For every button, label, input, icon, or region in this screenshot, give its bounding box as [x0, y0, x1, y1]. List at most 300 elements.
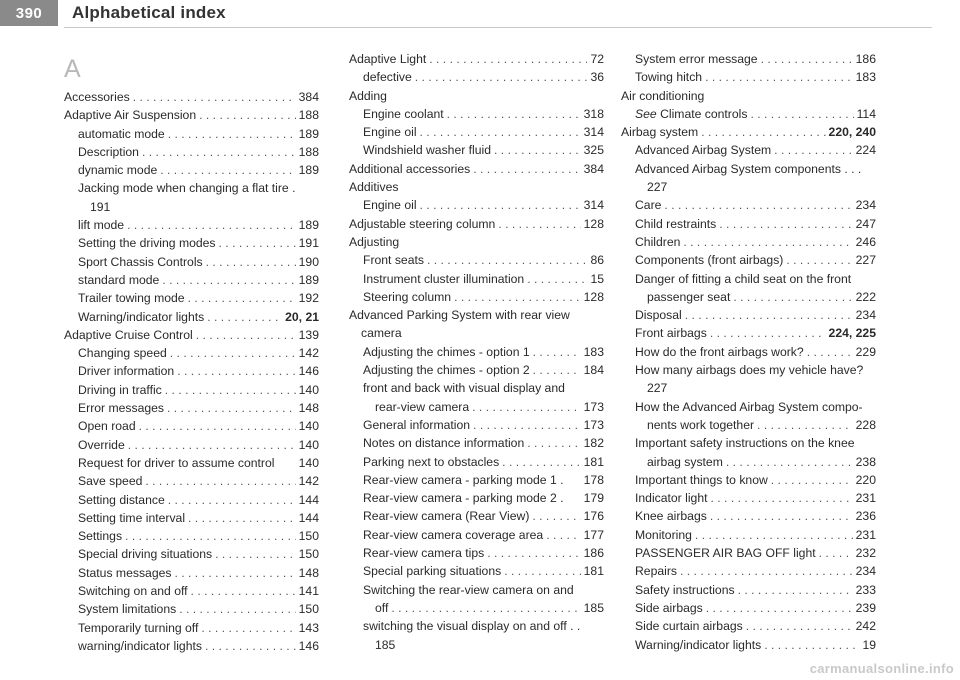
- index-entry: [621, 526, 876, 544]
- entry-term: Important things to know: [635, 472, 768, 487]
- entry-page: 228: [855, 417, 876, 432]
- index-entry: [64, 161, 319, 179]
- index-entry: [621, 398, 876, 416]
- entry-term: Important safety instructions on the knee: [635, 436, 855, 451]
- entry-term: Driving in traffic: [78, 382, 162, 397]
- leader-dots: [188, 509, 296, 527]
- entry-term: Side airbags: [635, 600, 703, 615]
- leader-dots: [472, 398, 581, 416]
- entry-term: Special parking situations: [363, 564, 502, 579]
- leader-dots: [145, 472, 295, 490]
- page-title: Alphabetical index: [72, 3, 226, 22]
- entry-term: Knee airbags: [635, 509, 707, 524]
- entry-term: Sport Chassis Controls: [78, 254, 203, 269]
- entry-term: Rear-view camera tips: [363, 546, 485, 561]
- entry-term: Engine oil: [363, 125, 417, 140]
- section-letter: A: [64, 55, 81, 83]
- index-entry: [64, 600, 319, 618]
- entry-term: Warning/indicator lights: [635, 637, 762, 652]
- index-entry: [621, 471, 876, 489]
- leader-dots: [179, 600, 295, 618]
- entry-term: PASSENGER AIR BAG OFF light: [635, 546, 816, 561]
- leader-dots: [125, 527, 296, 545]
- leader-dots: [498, 215, 580, 233]
- index-entry: [349, 617, 604, 654]
- leader-dots: [206, 253, 296, 271]
- leader-dots: [710, 507, 853, 525]
- entry-page: 234: [855, 564, 876, 579]
- entry-page: 176: [583, 509, 604, 524]
- leader-dots: [757, 416, 853, 434]
- index-entry: [621, 105, 876, 123]
- entry-term: Warning/indicator lights: [78, 309, 205, 324]
- entry-term: Open road: [78, 419, 136, 434]
- entry-term: Additives: [349, 180, 399, 195]
- leader-dots: [527, 270, 587, 288]
- entry-term: standard mode: [78, 272, 160, 287]
- index-entry: [64, 509, 319, 527]
- entry-page: 148: [298, 565, 319, 580]
- entry-page: 143: [298, 620, 319, 635]
- index-entry: [621, 581, 876, 599]
- entry-term: Engine coolant: [363, 106, 444, 121]
- leader-dots: [750, 105, 853, 123]
- page-header: [0, 0, 960, 30]
- entry-page: 150: [298, 529, 319, 544]
- index-entry: [621, 434, 876, 452]
- entry-page: 189: [298, 272, 319, 287]
- entry-term: Switching the rear-view camera on and: [363, 582, 574, 597]
- entry-term: passenger seat: [647, 289, 731, 304]
- index-entry: [621, 141, 876, 159]
- index-entry: [64, 545, 319, 563]
- leader-dots: [447, 105, 581, 123]
- index-entry: [64, 454, 319, 472]
- entry-term: Disposal: [635, 308, 682, 323]
- entry-term: Engine oil: [363, 198, 417, 213]
- index-entry: [64, 472, 319, 490]
- index-entry: [349, 270, 604, 288]
- leader-dots: [168, 125, 296, 143]
- entry-page: 242: [855, 619, 876, 634]
- entry-term: Advanced Airbag System components . . .: [635, 161, 862, 176]
- index-entry: [621, 562, 876, 580]
- leader-dots: [532, 507, 580, 525]
- leader-dots: [160, 161, 295, 179]
- entry-page: 247: [855, 216, 876, 231]
- index-entry: [349, 599, 604, 617]
- entry-term: rear-view camera: [375, 399, 470, 414]
- entry-term: Advanced Airbag System: [635, 143, 772, 158]
- entry-page: 19: [862, 637, 876, 652]
- entry-term: Additional accessories: [349, 161, 471, 176]
- entry-term: Adjustable steering column: [349, 216, 496, 231]
- entry-page: 179: [583, 491, 604, 506]
- index-entry: [621, 617, 876, 635]
- index-column-2: [349, 50, 604, 654]
- index-entry: [64, 564, 319, 582]
- index-entry: [64, 271, 319, 289]
- leader-dots: [167, 399, 296, 417]
- entry-page: 128: [583, 289, 604, 304]
- index-entry: [349, 471, 604, 489]
- leader-dots: [504, 562, 580, 580]
- entry-page: 173: [583, 399, 604, 414]
- entry-page: 191: [90, 199, 111, 214]
- entry-page: 141: [298, 584, 319, 599]
- index-entry: [349, 416, 604, 434]
- entry-page: 181: [583, 564, 604, 579]
- header-divider: [64, 27, 932, 28]
- entry-page: 184: [583, 363, 604, 378]
- entry-page: 189: [298, 163, 319, 178]
- index-entry: [349, 196, 604, 214]
- entry-page: 185: [375, 637, 396, 652]
- leader-dots: [771, 471, 853, 489]
- index-entry: [64, 637, 319, 655]
- entry-page: 178: [583, 472, 604, 487]
- index-entry: [349, 434, 604, 452]
- leader-dots: [807, 343, 853, 361]
- entry-term: Setting distance: [78, 492, 165, 507]
- leader-dots: [174, 564, 295, 582]
- index-entry: [349, 544, 604, 562]
- leader-dots: [128, 436, 296, 454]
- index-entry: [64, 399, 319, 417]
- entry-page: 224, 225: [828, 326, 876, 341]
- entry-page: 233: [855, 582, 876, 597]
- leader-dots: [680, 562, 853, 580]
- entry-term: Rear-view camera - parking mode 1 .: [363, 472, 564, 487]
- leader-dots: [191, 582, 296, 600]
- index-entry: [64, 88, 319, 106]
- entry-page: 182: [583, 436, 604, 451]
- entry-term: Monitoring: [635, 527, 692, 542]
- leader-dots: [177, 362, 295, 380]
- entry-term: Trailer towing mode: [78, 291, 185, 306]
- entry-page: 86: [590, 253, 604, 268]
- entry-page: 232: [855, 546, 876, 561]
- index-entry: [621, 636, 876, 654]
- entry-page: 231: [855, 491, 876, 506]
- entry-page: 229: [855, 344, 876, 359]
- index-entry: [64, 253, 319, 271]
- index-entry: [621, 324, 876, 342]
- entry-page: 140: [298, 419, 319, 434]
- entry-page: 188: [298, 108, 319, 123]
- index-entry: [349, 251, 604, 269]
- entry-term: Instrument cluster illumination: [363, 271, 525, 286]
- index-entry: [621, 87, 876, 105]
- index-entry: [621, 453, 876, 471]
- index-entry: [621, 288, 876, 306]
- entry-page: 142: [298, 346, 319, 361]
- index-entry: [64, 216, 319, 234]
- entry-page: 314: [583, 125, 604, 140]
- entry-term: How many airbags does my vehicle have?: [635, 363, 864, 378]
- entry-term: Adjusting the chimes - option 1: [363, 344, 530, 359]
- entry-page: 318: [583, 106, 604, 121]
- entry-page: 220, 240: [828, 125, 876, 140]
- entry-page: 139: [298, 327, 319, 342]
- index-entry: [621, 489, 876, 507]
- watermark-text: carmanualsonline.info: [809, 661, 954, 676]
- index-entry: [64, 106, 319, 124]
- entry-term: Save speed: [78, 474, 143, 489]
- entry-page: 185: [583, 600, 604, 615]
- entry-page: 227: [855, 253, 876, 268]
- leader-dots: [427, 251, 587, 269]
- entry-page: 150: [298, 602, 319, 617]
- index-entry: [621, 251, 876, 269]
- entry-page: 189: [298, 218, 319, 233]
- entry-term: airbag system: [647, 454, 723, 469]
- leader-dots: [546, 526, 580, 544]
- entry-page: 192: [298, 291, 319, 306]
- entry-page: 227: [647, 381, 668, 396]
- entries-list: [621, 50, 876, 654]
- entry-term: Override: [78, 437, 125, 452]
- entry-term: Adaptive Air Suspension: [64, 108, 197, 123]
- entry-page: 222: [855, 289, 876, 304]
- entry-page: 189: [298, 126, 319, 141]
- entry-term: Front seats: [363, 253, 424, 268]
- entry-term: lift mode: [78, 218, 125, 233]
- leader-dots: [527, 434, 580, 452]
- index-entry: [349, 379, 604, 397]
- index-entry: [621, 416, 876, 434]
- index-entry: [349, 215, 604, 233]
- index-entry: [349, 306, 604, 343]
- entry-term: Temporarily turning off: [78, 620, 199, 635]
- entry-page: 325: [583, 143, 604, 158]
- leader-dots: [207, 308, 282, 326]
- leader-dots: [162, 271, 295, 289]
- index-entry: [349, 178, 604, 196]
- index-entry: [349, 233, 604, 251]
- entry-page: 246: [855, 234, 876, 249]
- leader-dots: [454, 288, 581, 306]
- entry-term: Child restraints: [635, 216, 717, 231]
- index-entry: [621, 123, 876, 141]
- entry-page: 224: [855, 143, 876, 158]
- page-number-tab: 390: [0, 0, 58, 26]
- leader-dots: [764, 636, 859, 654]
- entry-term: See Climate controls: [635, 106, 748, 121]
- entry-page: 236: [855, 509, 876, 524]
- leader-dots: [711, 489, 853, 507]
- entry-term: How do the front airbags work?: [635, 344, 804, 359]
- index-entry: [349, 288, 604, 306]
- entry-term: off: [375, 600, 389, 615]
- entry-page: 72: [590, 52, 604, 66]
- leader-dots: [502, 453, 580, 471]
- entry-term: Side curtain airbags: [635, 619, 743, 634]
- index-entry: [64, 125, 319, 143]
- index-entry: [349, 50, 604, 68]
- entry-term: Error messages: [78, 401, 165, 416]
- entry-term: Indicator light: [635, 491, 708, 506]
- index-entry: [64, 308, 319, 326]
- index-entry: [349, 562, 604, 580]
- entry-term: warning/indicator lights: [78, 638, 202, 653]
- leader-dots: [165, 381, 296, 399]
- entry-page: 140: [298, 455, 319, 470]
- index-entry: [621, 50, 876, 68]
- index-entry: [64, 436, 319, 454]
- index-entry: [621, 599, 876, 617]
- entry-term: System error message: [635, 52, 758, 66]
- entry-page: 384: [298, 90, 319, 104]
- index-entry: [621, 544, 876, 562]
- index-entry: [621, 507, 876, 525]
- leader-dots: [738, 581, 853, 599]
- entry-page: 146: [298, 364, 319, 379]
- entry-page: 190: [298, 254, 319, 269]
- leader-dots: [139, 417, 296, 435]
- entry-page: 148: [298, 401, 319, 416]
- leader-dots: [733, 288, 852, 306]
- entry-term: Rear-view camera - parking mode 2 .: [363, 491, 564, 506]
- leader-dots: [473, 160, 580, 178]
- index-entry: [349, 581, 604, 599]
- index-entry: [621, 343, 876, 361]
- entry-term: switching the visual display on and off . .: [363, 619, 581, 634]
- index-entry: [621, 160, 876, 197]
- entry-term: defective: [363, 70, 412, 85]
- index-entry: [64, 326, 319, 344]
- index-entry: [64, 381, 319, 399]
- entry-term: nents work together: [647, 417, 755, 432]
- entry-term: Adjusting the chimes - option 2: [363, 363, 530, 378]
- entry-page: 15: [590, 271, 604, 286]
- entry-term: Advanced Parking System with rear view: [349, 308, 570, 323]
- leader-dots: [786, 251, 852, 269]
- index-entry: [64, 234, 319, 252]
- index-column-3: [621, 50, 876, 654]
- entry-term: Special driving situations: [78, 547, 213, 562]
- entry-page: 188: [298, 144, 319, 159]
- entry-term: Front airbags: [635, 326, 707, 341]
- index-entry: [621, 68, 876, 86]
- leader-dots: [168, 491, 296, 509]
- entry-page: 238: [855, 454, 876, 469]
- entry-term: General information: [363, 417, 471, 432]
- leader-dots: [701, 123, 825, 141]
- leader-dots: [774, 141, 852, 159]
- entry-term: Adjusting: [349, 234, 400, 249]
- entry-page: 144: [298, 492, 319, 507]
- entry-term: Rear-view camera coverage area: [363, 527, 544, 542]
- entry-term: Air conditioning: [621, 88, 705, 103]
- entry-page: 177: [583, 527, 604, 542]
- entries-list: [349, 50, 604, 654]
- entry-page: 128: [583, 216, 604, 231]
- index-entry: [349, 489, 604, 507]
- leader-dots: [127, 216, 296, 234]
- entry-page: 231: [855, 527, 876, 542]
- entry-term: Settings: [78, 529, 123, 544]
- index-entry: [349, 453, 604, 471]
- leader-dots: [719, 215, 852, 233]
- entry-page: 36: [590, 70, 604, 85]
- leader-dots: [494, 141, 581, 159]
- entry-page: 114: [856, 106, 876, 121]
- leader-dots: [664, 196, 852, 214]
- entry-term: Airbag system: [621, 125, 699, 140]
- entry-term: How the Advanced Airbag System compo-: [635, 399, 863, 414]
- entry-page: 181: [583, 454, 604, 469]
- entry-term: Steering column: [363, 289, 452, 304]
- entry-term: front and back with visual display and: [363, 381, 565, 396]
- index-entry: [64, 362, 319, 380]
- leader-dots: [695, 526, 853, 544]
- index-entry: [64, 417, 319, 435]
- entry-term: System limitations: [78, 602, 177, 617]
- entry-term: Notes on distance information: [363, 436, 525, 451]
- entry-page: 191: [298, 236, 319, 251]
- leader-dots: [188, 289, 296, 307]
- index-entry: [349, 160, 604, 178]
- index-entry: [349, 507, 604, 525]
- entry-term: Repairs: [635, 564, 677, 579]
- index-entry: [64, 344, 319, 362]
- entry-page: 186: [855, 52, 876, 66]
- leader-dots: [142, 143, 296, 161]
- leader-dots: [205, 637, 296, 655]
- entries-list: [64, 88, 319, 655]
- entry-page: 183: [855, 70, 876, 85]
- entry-page: 234: [855, 198, 876, 213]
- entry-term: Accessories: [64, 90, 130, 104]
- leader-dots: [196, 326, 296, 344]
- index-entry: [349, 343, 604, 361]
- index-entry: [349, 398, 604, 416]
- entry-term: Safety instructions: [635, 582, 735, 597]
- leader-dots: [746, 617, 853, 635]
- entry-page: 384: [583, 161, 604, 176]
- entry-term: Adaptive Light: [349, 52, 427, 66]
- entry-page: 186: [583, 546, 604, 561]
- index-entry: [349, 361, 604, 379]
- index-entry: [621, 270, 876, 288]
- entry-page: 220: [855, 472, 876, 487]
- entry-term: dynamic mode: [78, 163, 158, 178]
- index-entry: [621, 306, 876, 324]
- entry-page: camera: [361, 326, 402, 341]
- index-entry: [64, 491, 319, 509]
- index-entry: [349, 105, 604, 123]
- entry-term: Setting the driving modes: [78, 236, 216, 251]
- entry-term: Children: [635, 234, 681, 249]
- entry-term: Danger of fitting a child seat on the front: [635, 271, 852, 286]
- entry-term: Parking next to obstacles: [363, 454, 500, 469]
- entry-page: 140: [298, 437, 319, 452]
- leader-dots: [219, 234, 296, 252]
- entry-term: Windshield washer fluid: [363, 143, 492, 158]
- index-entry: [64, 527, 319, 545]
- leader-dots: [473, 416, 581, 434]
- entry-term: Driver information: [78, 364, 175, 379]
- index-column-1: [64, 54, 319, 655]
- leader-dots: [705, 68, 853, 86]
- entry-page: 150: [298, 547, 319, 562]
- leader-dots: [415, 68, 588, 86]
- index-entry: [64, 582, 319, 600]
- leader-dots: [133, 88, 296, 106]
- entry-term: Care: [635, 198, 662, 213]
- leader-dots: [201, 619, 295, 637]
